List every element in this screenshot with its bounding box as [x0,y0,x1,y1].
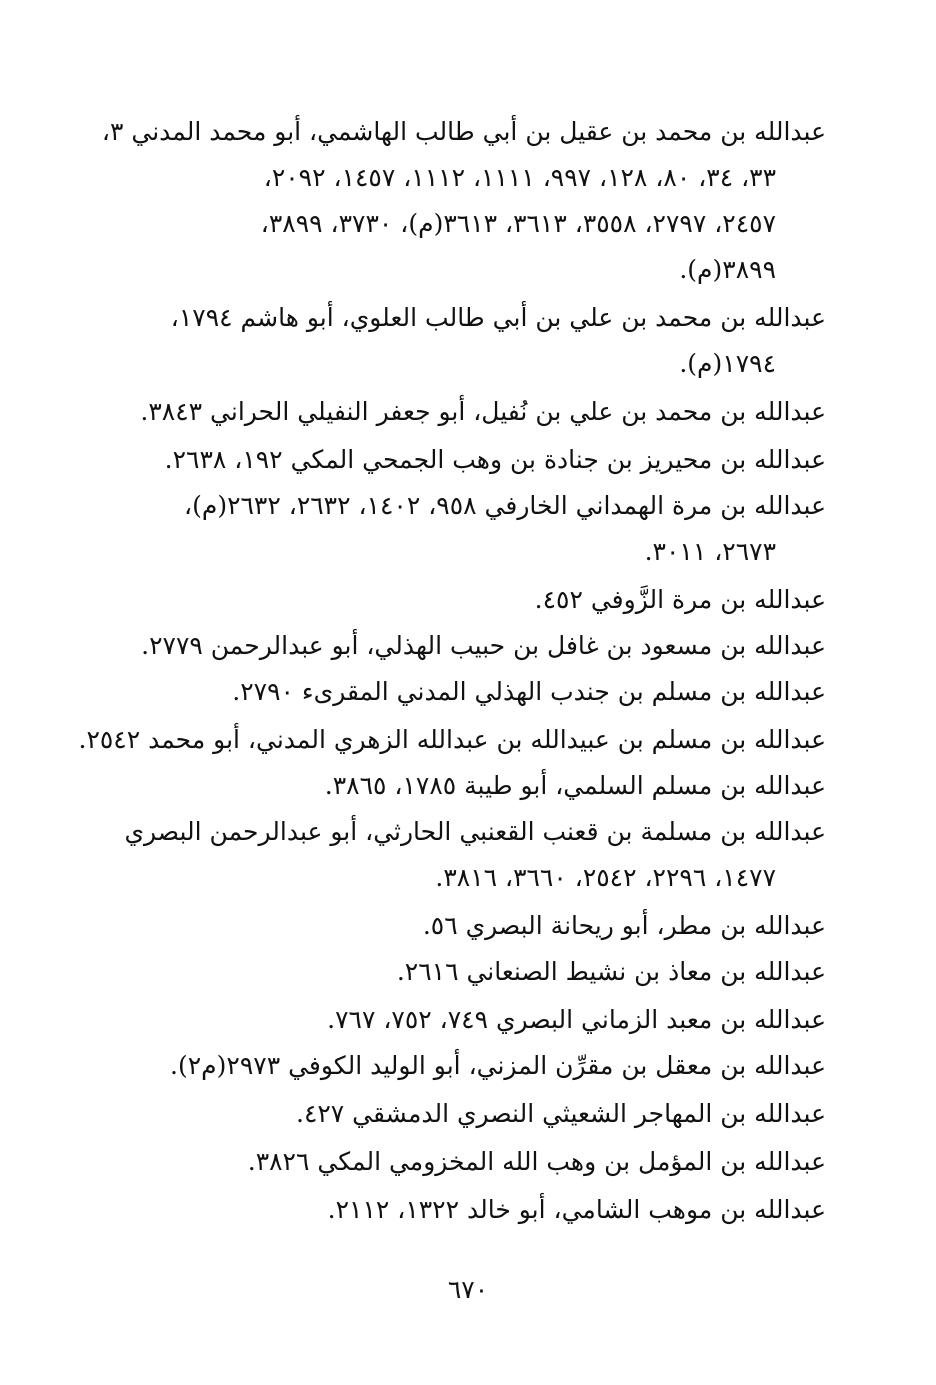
entry-continuation: ٣٨٩٩(م). [679,255,776,284]
entry-line: عبدالله بن موهب الشامي، أبو خالد ١٣٢٢، ٢١١٢. [327,1195,826,1224]
entry-line: عبدالله بن محمد بن علي بن أبي طالب العلوي، أبو هاشم ١٧٩٤، [170,303,826,332]
entry-line: عبدالله بن المؤمل بن وهب الله المخزومي المكي ٣٨٢٦. [247,1147,826,1176]
entry-line: عبدالله بن مرة الزَّوفي ٤٥٢. [534,585,826,614]
entry-line: عبدالله بن معقل بن مقرِّن المزني، أبو الوليد الكوفي ٢٩٧٣(م٢). [170,1051,826,1080]
entry-line: عبدالله بن معاذ بن نشيط الصنعاني ٢٦١٦. [396,957,826,986]
entry-line: عبدالله بن المهاجر الشعيثي النصري الدمشقي ٤٢٧. [295,1099,826,1128]
entry-line: عبدالله بن مسلم بن عبيدالله بن عبدالله الزهري المدني، أبو محمد ٢٥٤٢. [78,725,826,754]
page-number: ٦٧٠ [447,1275,489,1304]
entry-line: عبدالله بن محمد بن علي بن نُفيل، أبو جعفر النفيلي الحراني ٣٨٤٣. [140,397,826,426]
entry-line: عبدالله بن مطر، أبو ريحانة البصري ٥٦. [422,911,826,940]
entry-line: عبدالله بن مسلمة بن قعنب القعنبي الحارثي، أبو عبدالرحمن البصري [124,817,826,846]
entry-continuation: ١٧٩٤(م). [679,349,776,378]
entry-line: عبدالله بن مسلم بن جندب الهذلي المدني المقرىء ٢٧٩٠. [232,677,826,706]
entry-continuation: ٢٦٧٣، ٣٠١١. [644,537,776,566]
entry-line: عبدالله بن معبد الزماني البصري ٧٤٩، ٧٥٢، ٧٦٧. [327,1005,826,1034]
entry-line: عبدالله بن محمد بن عقيل بن أبي طالب الهاشمي، أبو محمد المدني ٣، [101,117,826,146]
entry-continuation: ١٤٧٧، ٢٢٩٦، ٢٥٤٢، ٣٦٦٠، ٣٨١٦. [435,863,776,892]
entry-line: عبدالله بن محيريز بن جنادة بن وهب الجمحي المكي ١٩٢، ٢٦٣٨. [164,445,826,474]
entry-line: عبدالله بن مسلم السلمي، أبو طيبة ١٧٨٥، ٣٨٦٥. [324,771,826,800]
entry-continuation: ٣٣، ٣٤، ٨٠، ١٢٨، ٩٩٧، ١١١١، ١١١٢، ١٤٥٧، ٢٠٩٢، [263,163,776,192]
entry-line: عبدالله بن مسعود بن غافل بن حبيب الهذلي، أبو عبدالرحمن ٢٧٧٩. [141,631,826,660]
entry-continuation: ٢٤٥٧، ٢٧٩٧، ٣٥٥٨، ٣٦١٣، ٣٦١٣(م)، ٣٧٣٠، ٣٨٩٩، [260,209,776,238]
entry-line: عبدالله بن مرة الهمداني الخارفي ٩٥٨، ١٤٠٢، ٢٦٣٢، ٢٦٣٢(م)، [184,491,826,520]
